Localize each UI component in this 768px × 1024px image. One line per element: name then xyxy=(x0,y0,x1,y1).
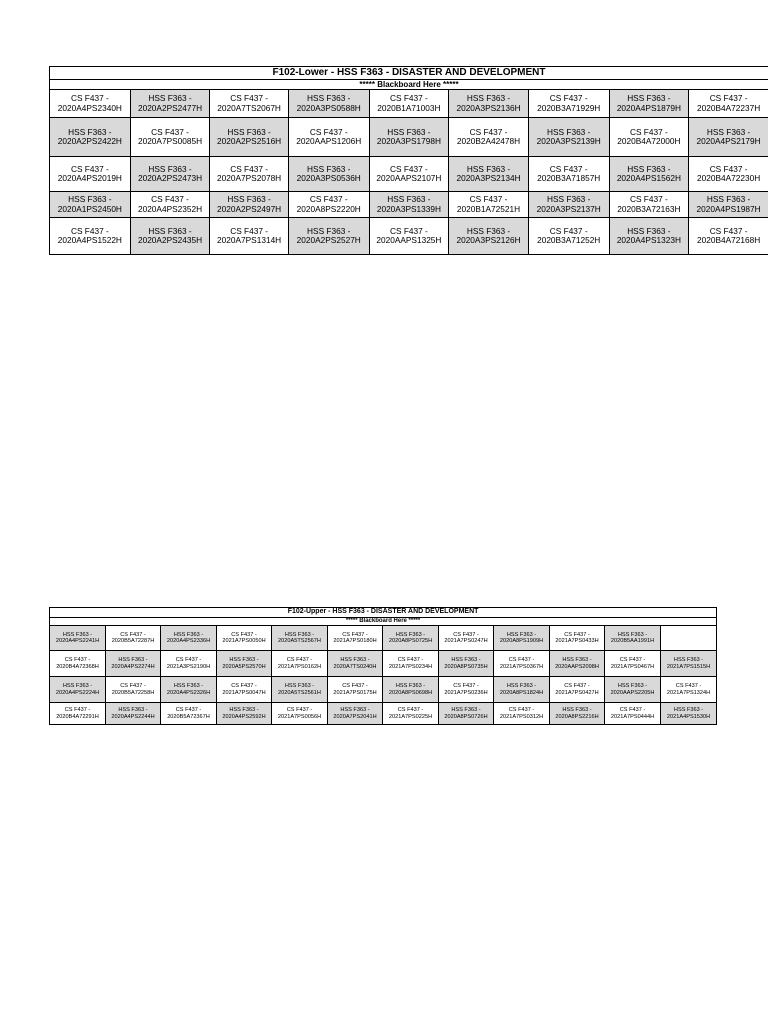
seat-cell xyxy=(50,192,131,218)
seat-course: HSS F363 - xyxy=(307,225,351,236)
seat-student-id: 2020A5PS2570H xyxy=(222,663,266,670)
seat-cell xyxy=(605,677,661,703)
seat-cell xyxy=(106,677,161,703)
seat-course: HSS F363 - xyxy=(547,194,591,205)
seat-student-id: 2020B2A42478H xyxy=(456,136,521,147)
seat-cell xyxy=(383,626,439,651)
seat-cell xyxy=(369,192,449,218)
seat-cell xyxy=(449,218,529,255)
seat-cell xyxy=(439,677,494,703)
seat-course: CS F437 - xyxy=(709,163,748,174)
seat-course: CS F437 - xyxy=(397,657,424,664)
seat-student-id: 2020B4A72000H xyxy=(617,136,681,147)
seat-student-id: 2020A3PS2134H xyxy=(456,173,521,184)
seat-course: CS F437 - xyxy=(231,631,257,638)
seat-course: HSS F363 - xyxy=(118,657,148,664)
seat-cell xyxy=(605,703,661,725)
seat-student-id: 2020A2PS2473H xyxy=(137,173,203,184)
seat-course: CS F437 - xyxy=(453,683,479,690)
seat-course: CS F437 - xyxy=(629,194,668,205)
seat-cell xyxy=(210,192,289,218)
seat-course: HSS F363 - xyxy=(451,657,481,664)
seat-course: HSS F363 - xyxy=(466,93,511,104)
seat-student-id: 2020A2PS2422H xyxy=(57,136,122,147)
seat-course: HSS F363 - xyxy=(627,93,671,104)
seat-course: CS F437 - xyxy=(175,707,202,714)
seat-student-id: 2020A8PS0726H xyxy=(444,713,488,720)
seat-student-id: 2021A7PS0180H xyxy=(333,638,377,644)
seat-cell xyxy=(609,192,689,218)
seat-course: HSS F363 - xyxy=(562,657,592,664)
seat-cell xyxy=(689,90,768,118)
seat-student-id: 2020A4PS2179H xyxy=(696,136,761,147)
seat-student-id: 2020A4PS1987H xyxy=(696,203,761,214)
seat-student-id: 2020B1A71003H xyxy=(377,102,441,113)
seat-cell xyxy=(106,703,161,725)
seat-course: HSS F363 - xyxy=(706,126,751,137)
seat-student-id: 2020B1A72521H xyxy=(456,203,521,214)
seat-student-id: 2020A4PS1562H xyxy=(616,173,681,184)
seat-cell xyxy=(689,157,768,192)
seat-course: HSS F363 - xyxy=(706,194,751,205)
seat-cell xyxy=(272,677,328,703)
seat-course: CS F437 - xyxy=(469,194,508,205)
seat-cell xyxy=(449,192,529,218)
seat-course: HSS F363 - xyxy=(307,93,351,104)
seat-student-id: 2020AAPS2205H xyxy=(610,689,655,696)
seat-cell xyxy=(449,90,529,118)
seat-cell xyxy=(328,677,383,703)
seat-cell xyxy=(661,677,717,703)
seat-student-id: 2020A8PS0698H xyxy=(388,689,433,696)
seat-cell xyxy=(439,703,494,725)
seat-student-id: 2020A4PS2274H xyxy=(111,663,155,670)
seat-course: CS F437 - xyxy=(709,93,748,104)
seat-student-id: 2021A7PS0162H xyxy=(277,663,322,670)
seat-cell xyxy=(210,90,289,118)
seat-cell xyxy=(210,218,289,255)
seat-student-id: 2020A3PS1339H xyxy=(376,203,441,214)
seat-cell xyxy=(494,626,550,651)
seat-row xyxy=(50,218,768,255)
seat-course: HSS F363 - xyxy=(562,707,592,714)
seat-student-id: 2021A7PS0056H xyxy=(277,713,322,720)
seat-student-id: 2020A7TS2067H xyxy=(217,102,281,113)
seat-cell xyxy=(605,651,661,677)
seat-student-id: 2020A7PS2041H xyxy=(333,713,377,720)
seat-cell xyxy=(494,651,550,677)
seat-course: CS F437 - xyxy=(619,707,646,714)
seat-student-id: 2020A3PS1798H xyxy=(376,136,441,147)
seat-cell xyxy=(217,677,272,703)
seat-student-id: 2020A2PS2516H xyxy=(217,136,282,147)
seat-course: HSS F363 - xyxy=(229,707,259,714)
seat-student-id: 2020AAPS2098H xyxy=(555,663,599,670)
seat-course: HSS F363 - xyxy=(68,126,112,137)
seat-course: HSS F363 - xyxy=(284,683,315,690)
seat-cell xyxy=(272,703,328,725)
seat-cell xyxy=(605,626,661,651)
seat-student-id: 2020A3PS2136H xyxy=(456,102,521,113)
seat-course: CS F437 - xyxy=(508,707,535,714)
seat-course: CS F437 - xyxy=(231,683,257,690)
seat-course: CS F437 - xyxy=(469,126,508,137)
seat-cell xyxy=(609,118,689,157)
seat-student-id: 2021A7PS0050H xyxy=(222,638,266,644)
seat-cell xyxy=(449,118,529,157)
seat-cell xyxy=(439,626,494,651)
seat-student-id: 2020A2PS2527H xyxy=(296,235,361,246)
seat-row xyxy=(50,703,717,725)
seat-student-id: 2021A7PS0444H xyxy=(610,713,655,720)
seat-course: CS F437 - xyxy=(151,194,189,205)
seat-student-id: 2020B5A72258H xyxy=(111,689,155,696)
seat-student-id: 2020A2PS2435H xyxy=(137,235,203,246)
seat-course: HSS F363 - xyxy=(340,657,370,664)
seat-cell xyxy=(528,218,609,255)
seat-course: HSS F363 - xyxy=(68,194,112,205)
seat-course: CS F437 - xyxy=(549,93,588,104)
seat-cell xyxy=(50,90,131,118)
seat-course: HSS F363 - xyxy=(227,194,271,205)
seat-student-id: 2020A3PS2137H xyxy=(536,203,601,214)
seat-student-id: 2021A7PS1324H xyxy=(666,689,711,696)
seat-cell xyxy=(383,677,439,703)
seat-student-id: 2020A8PS0735H xyxy=(444,663,488,670)
seat-student-id: 2020A7PS0085H xyxy=(137,136,203,147)
seat-cell xyxy=(528,118,609,157)
seat-cell xyxy=(50,703,106,725)
seat-student-id: 2020B3A71857H xyxy=(537,173,601,184)
seat-cell xyxy=(50,626,106,651)
seat-student-id: 2020B5AA1991H xyxy=(610,638,655,644)
seat-cell xyxy=(130,218,210,255)
lower-blackboard-label: ***** Blackboard Here ***** xyxy=(50,80,768,90)
seat-cell xyxy=(494,677,550,703)
seat-course: HSS F363 - xyxy=(148,163,192,174)
seat-row xyxy=(50,192,768,218)
seat-course: HSS F363 - xyxy=(395,683,426,690)
seat-cell xyxy=(161,651,217,677)
seat-student-id: 2020B4A72368H xyxy=(56,663,99,670)
seat-cell xyxy=(288,90,369,118)
seat-row xyxy=(50,677,717,703)
seat-student-id: 2020A3PS2126H xyxy=(456,235,521,246)
seat-student-id: 2020B4A72291H xyxy=(56,713,99,720)
seat-cell xyxy=(130,90,210,118)
seat-student-id: 2020A5TS2561H xyxy=(278,689,321,696)
seat-student-id: 2020A8PS1909H xyxy=(499,638,544,644)
seat-cell xyxy=(272,626,328,651)
seat-course: CS F437 - xyxy=(549,225,588,236)
seat-course: CS F437 - xyxy=(453,631,479,638)
seat-course: HSS F363 - xyxy=(627,225,671,236)
seat-student-id: 2020A7TS0240H xyxy=(333,663,377,670)
seat-cell xyxy=(494,703,550,725)
seat-course: HSS F363 - xyxy=(284,631,315,638)
seat-cell xyxy=(369,157,449,192)
seat-student-id: 2020A8PS2216H xyxy=(555,713,599,720)
seat-course: HSS F363 - xyxy=(466,225,511,236)
seat-cell xyxy=(528,192,609,218)
seat-cell xyxy=(217,703,272,725)
seat-course: HSS F363 - xyxy=(227,126,271,137)
seat-course: HSS F363 - xyxy=(62,631,93,638)
seat-cell xyxy=(550,703,605,725)
seat-course: CS F437 - xyxy=(286,707,313,714)
seat-student-id: 2021A7PS0225H xyxy=(388,713,433,720)
seat-cell xyxy=(288,118,369,157)
seat-course: CS F437 - xyxy=(230,163,269,174)
seat-student-id: 2021A3PS2190H xyxy=(166,663,211,670)
seat-course: HSS F363 - xyxy=(229,657,259,664)
seat-course: CS F437 - xyxy=(151,126,189,137)
seat-cell xyxy=(439,651,494,677)
seat-student-id: 2020A8PS0725H xyxy=(388,638,433,644)
seat-cell xyxy=(50,118,131,157)
seat-student-id: 2021A7PS0427H xyxy=(555,689,599,696)
seat-cell xyxy=(130,192,210,218)
seat-cell xyxy=(528,90,609,118)
seat-cell xyxy=(288,157,369,192)
seat-row xyxy=(50,90,768,118)
seat-student-id: 2021A7PS0175H xyxy=(333,689,377,696)
seat-row xyxy=(50,651,717,677)
seat-cell xyxy=(50,651,106,677)
seat-student-id: 2020A4PS2244H xyxy=(111,713,155,720)
upper-table-title: F102-Upper - HSS F363 - DISASTER AND DEVELOPMENT xyxy=(50,608,717,618)
seat-student-id: 2020A5TS2567H xyxy=(278,638,321,644)
seat-student-id: 2020B5A72287H xyxy=(111,638,155,644)
seat-cell xyxy=(609,90,689,118)
seat-cell xyxy=(369,118,449,157)
seat-course: HSS F363 - xyxy=(506,631,537,638)
seat-student-id: 2020A4PS2326H xyxy=(166,689,211,696)
seat-student-id: 2021A4PS1530H xyxy=(666,713,711,720)
seat-course: CS F437 - xyxy=(564,631,590,638)
seat-course: CS F437 - xyxy=(309,194,348,205)
seat-cell xyxy=(550,651,605,677)
seat-course: CS F437 - xyxy=(120,631,146,638)
empty-seat-cell xyxy=(661,626,717,651)
seat-cell xyxy=(217,626,272,651)
seat-course: CS F437 - xyxy=(619,657,646,664)
seat-cell xyxy=(689,218,768,255)
seat-course: CS F437 - xyxy=(70,225,109,236)
seat-cell xyxy=(550,677,605,703)
seat-student-id: 2020A4PS2352H xyxy=(137,203,203,214)
seat-cell xyxy=(50,157,131,192)
seat-course: CS F437 - xyxy=(64,707,91,714)
seat-course: HSS F363 - xyxy=(62,683,93,690)
seat-cell xyxy=(383,651,439,677)
seat-course: HSS F363 - xyxy=(451,707,481,714)
seat-cell xyxy=(661,703,717,725)
seat-course: HSS F363 - xyxy=(148,93,192,104)
seat-row xyxy=(50,626,717,651)
seat-cell xyxy=(369,90,449,118)
seat-cell xyxy=(50,218,131,255)
seat-course: CS F437 - xyxy=(175,657,202,664)
lower-seating-table xyxy=(49,66,768,255)
seat-course: CS F437 - xyxy=(64,657,91,664)
seat-cell xyxy=(528,157,609,192)
seat-course: HSS F363 - xyxy=(673,657,704,664)
seat-cell xyxy=(161,703,217,725)
seat-student-id: 2020AAPS1206H xyxy=(296,136,362,147)
seat-course: CS F437 - xyxy=(549,163,588,174)
seat-student-id: 2020A8PS1824H xyxy=(499,689,544,696)
seat-student-id: 2020A3PS2139H xyxy=(536,136,601,147)
seat-course: HSS F363 - xyxy=(617,683,648,690)
seat-student-id: 2020A2PS2497H xyxy=(217,203,282,214)
seat-cell xyxy=(161,626,217,651)
seat-course: CS F437 - xyxy=(564,683,590,690)
seat-course: CS F437 - xyxy=(508,657,535,664)
seat-student-id: 2021A7PS0234H xyxy=(388,663,433,670)
seat-student-id: 2020B5A72367H xyxy=(167,713,210,720)
seat-student-id: 2020A4PS2592H xyxy=(222,713,266,720)
seat-cell xyxy=(609,157,689,192)
seat-course: CS F437 - xyxy=(230,225,269,236)
seat-course: HSS F363 - xyxy=(673,707,704,714)
seat-student-id: 2021A7PS1515H xyxy=(666,663,711,670)
seat-course: CS F437 - xyxy=(120,683,146,690)
seat-course: HSS F363 - xyxy=(387,194,431,205)
seat-student-id: 2021A7PS0312H xyxy=(499,713,544,720)
seat-course: CS F437 - xyxy=(390,93,428,104)
seat-cell xyxy=(328,703,383,725)
seat-cell xyxy=(210,157,289,192)
seat-course: CS F437 - xyxy=(342,631,368,638)
seat-course: HSS F363 - xyxy=(307,163,351,174)
seat-student-id: 2020AAPS2107H xyxy=(376,173,442,184)
seat-student-id: 2020A3PS0536H xyxy=(296,173,361,184)
seat-cell xyxy=(328,626,383,651)
seat-course: HSS F363 - xyxy=(506,683,537,690)
seat-cell xyxy=(210,118,289,157)
seat-row xyxy=(50,118,768,157)
seat-course: HSS F363 - xyxy=(340,707,370,714)
seat-student-id: 2020B3A72163H xyxy=(617,203,681,214)
lower-table-title: F102-Lower - HSS F363 - DISASTER AND DEVELOPMENT xyxy=(50,67,768,80)
seat-student-id: 2020A1PS2450H xyxy=(57,203,122,214)
seat-cell xyxy=(661,651,717,677)
seat-student-id: 2020A7PS2078H xyxy=(217,173,282,184)
seat-course: CS F437 - xyxy=(309,126,348,137)
seat-course: CS F437 - xyxy=(629,126,668,137)
seat-cell xyxy=(130,118,210,157)
seat-student-id: 2020A4PS2224H xyxy=(55,689,100,696)
seat-student-id: 2020A4PS1879H xyxy=(616,102,681,113)
seat-cell xyxy=(449,157,529,192)
seat-student-id: 2021A7PS0247H xyxy=(444,638,488,644)
seat-course: CS F437 - xyxy=(390,225,428,236)
seat-cell xyxy=(106,626,161,651)
seat-course: CS F437 - xyxy=(342,683,368,690)
seat-student-id: 2020A4PS1522H xyxy=(57,235,122,246)
seat-student-id: 2020A3PS0588H xyxy=(296,102,361,113)
seat-student-id: 2021A7PS0433H xyxy=(555,638,599,644)
seat-course: CS F437 - xyxy=(70,163,109,174)
seat-student-id: 2020A7PS1314H xyxy=(217,235,282,246)
seat-course: HSS F363 - xyxy=(395,631,426,638)
seat-student-id: 2020B3A71929H xyxy=(537,102,601,113)
seat-cell xyxy=(130,157,210,192)
seat-student-id: 2020A4PS2019H xyxy=(57,173,122,184)
seat-cell xyxy=(689,118,768,157)
seat-student-id: 2020B3A71252H xyxy=(537,235,601,246)
seat-cell xyxy=(50,677,106,703)
upper-blackboard-label: ***** Blackboard Here ***** xyxy=(50,618,717,626)
seat-course: HSS F363 - xyxy=(173,683,204,690)
seat-student-id: 2021A7PS0467H xyxy=(610,663,655,670)
seat-course: CS F437 - xyxy=(286,657,313,664)
seat-cell xyxy=(383,703,439,725)
seat-course: HSS F363 - xyxy=(173,631,204,638)
seat-student-id: 2020A4PS2241H xyxy=(55,638,100,644)
seat-cell xyxy=(328,651,383,677)
seat-student-id: 2021A7PS0047H xyxy=(222,689,266,696)
seat-course: CS F437 - xyxy=(390,163,428,174)
seat-course: CS F437 - xyxy=(70,93,109,104)
seat-cell xyxy=(288,192,369,218)
seat-course: HSS F363 - xyxy=(387,126,431,137)
seat-row xyxy=(50,157,768,192)
seat-course: HSS F363 - xyxy=(547,126,591,137)
seat-cell xyxy=(369,218,449,255)
seat-course: CS F437 - xyxy=(709,225,748,236)
seat-student-id: 2020A2PS2477H xyxy=(137,102,203,113)
seat-student-id: 2020A8PS2220H xyxy=(296,203,361,214)
seat-student-id: 2020A4PS2336H xyxy=(166,638,211,644)
seat-course: HSS F363 - xyxy=(466,163,511,174)
seat-cell xyxy=(272,651,328,677)
seat-course: CS F437 - xyxy=(675,683,702,690)
seat-course: HSS F363 - xyxy=(617,631,648,638)
seat-student-id: 2020B4A72230H xyxy=(696,173,761,184)
seat-cell xyxy=(609,218,689,255)
seat-course: CS F437 - xyxy=(230,93,269,104)
seat-cell xyxy=(161,677,217,703)
seat-student-id: 2020B4A72237H xyxy=(696,102,761,113)
seat-course: HSS F363 - xyxy=(627,163,671,174)
seat-course: HSS F363 - xyxy=(148,225,192,236)
seat-student-id: 2020B4A72168H xyxy=(696,235,761,246)
seat-student-id: 2020AAPS1325H xyxy=(376,235,442,246)
seat-course: CS F437 - xyxy=(397,707,424,714)
upper-seating-table xyxy=(49,607,717,725)
seat-cell xyxy=(550,626,605,651)
seat-cell xyxy=(106,651,161,677)
seat-student-id: 2021A7PS0236H xyxy=(444,689,488,696)
seat-cell xyxy=(689,192,768,218)
seat-student-id: 2021A7PS0367H xyxy=(499,663,544,670)
seat-cell xyxy=(217,651,272,677)
seat-student-id: 2020A4PS2340H xyxy=(57,102,122,113)
seat-course: HSS F363 - xyxy=(118,707,148,714)
seat-student-id: 2020A4PS1323H xyxy=(616,235,681,246)
seat-cell xyxy=(288,218,369,255)
